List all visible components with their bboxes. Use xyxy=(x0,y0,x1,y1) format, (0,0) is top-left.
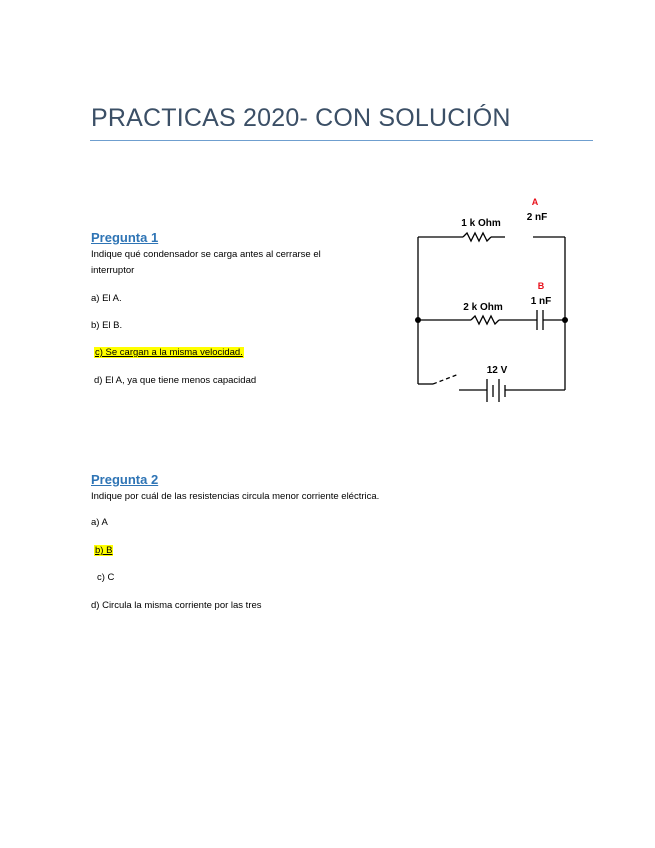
label-b: B xyxy=(537,281,545,291)
question-1-text-line1: Indique qué condensador se carga antes al cerrarse el xyxy=(91,249,321,260)
question-2-option-a: a) A xyxy=(91,517,108,528)
label-res-2: 2 k Ohm xyxy=(463,302,503,313)
resistor-1-icon xyxy=(463,233,491,241)
question-2-option-d: d) Circula la misma corriente por las tres xyxy=(91,600,262,611)
switch-icon xyxy=(433,374,459,384)
label-res-1: 1 k Ohm xyxy=(461,218,501,229)
page-title: PRACTICAS 2020- CON SOLUCIÓN xyxy=(91,104,511,132)
junction-right xyxy=(562,317,568,323)
title-divider xyxy=(90,140,593,141)
label-cap-b: 1 nF xyxy=(530,296,552,307)
highlighted-answer: c) Se cargan a la misma velocidad. xyxy=(95,347,243,358)
question-2-heading: Pregunta 2 xyxy=(91,472,159,487)
question-2-text: Indique por cuál de las resistencias circula menor corriente eléctrica. xyxy=(91,491,380,502)
circuit-diagram xyxy=(405,190,580,410)
question-1-option-b: b) El B. xyxy=(91,320,123,331)
highlighted-answer: b) B xyxy=(95,545,113,556)
question-2-option-c: c) C xyxy=(97,572,115,583)
question-1-text-line2: interruptor xyxy=(91,265,135,276)
question-1-option-d: d) El A, ya que tiene menos capacidad xyxy=(94,375,257,386)
label-cap-a: 2 nF xyxy=(526,212,548,223)
resistor-2-icon xyxy=(471,316,499,324)
label-a: A xyxy=(531,197,539,207)
label-battery: 12 V xyxy=(486,365,508,376)
question-1-heading: Pregunta 1 xyxy=(91,230,159,245)
question-1-option-c xyxy=(94,347,244,358)
junction-left xyxy=(415,317,421,323)
question-1-option-a: a) El A. xyxy=(91,293,122,304)
question-2-option-b xyxy=(94,545,113,556)
